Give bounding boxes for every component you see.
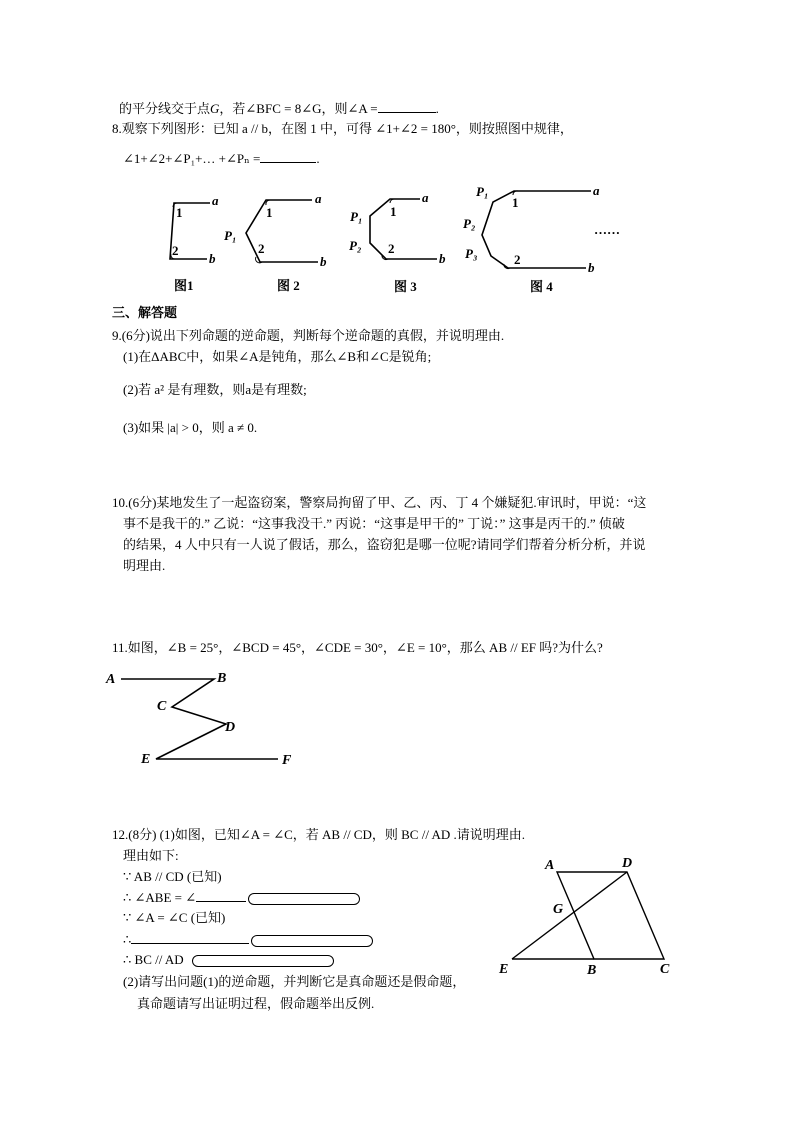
fig4-label-a: a [593,183,600,198]
q8-line1: 8.观察下列图形：已知 a // b，在图 1 中，可得 ∠1+∠2 = 180°，则按照图中规律， [112,121,573,136]
q12-label-b: B [587,963,597,978]
q10-line2: 事不是我干的.” 乙说：“这事我没干.” 丙说：“这事是甲干的” 丁说：” 这事是丙干的.” 侦破 [123,516,625,531]
q11-label-d: D [225,720,236,735]
fig4-label-p2: P₂ [463,216,476,231]
q10-line3: 的结果，4 人中只有一人说了假话，那么，盗窃犯是哪一位呢?请同学们帮着分析分析，并说 [123,537,646,552]
fig1-label-a: a [212,193,219,208]
q12-reason-intro: 理由如下: [123,848,179,863]
q10-line4: 明理由. [123,558,166,573]
q11-label-a: A [106,672,116,687]
q7-condition: ，若∠BFC = 8∠G，则∠A = [219,101,378,116]
q12-label-a: A [545,858,555,873]
q12-step5-text: ∴ BC // AD [123,952,184,967]
fig4-caption: 图 4 [530,279,553,294]
fig3-label-p1: P₁ [350,209,363,224]
q8-end: . [316,151,320,166]
fig4-angle-2: 2 [514,252,521,267]
q12-step2-text: ∴ ∠ABE = ∠ [123,890,197,905]
section-title: 三、解答题 [112,305,178,320]
q12-part2-line2: 真命题请写出证明过程，假命题举出反例. [137,996,375,1011]
q11-label-c: C [157,699,167,714]
fig2-label-b: b [320,254,327,269]
q12-stem: 12.(8分) (1)如图，已知∠A = ∠C，若 AB // CD，则 BC // AD .请说明理由. [112,827,525,842]
q7-end: . [435,101,439,116]
q9-sub1: (1)在ΔABC中，如果∠A是钝角，那么∠B和∠C是锐角; [123,349,432,364]
fig2-label-p1: P₁ [224,228,237,243]
q9-sub3: (3)如果 |a| > 0，则 a ≠ 0. [123,420,258,435]
fig1-angle-2: 2 [172,243,179,258]
q10-line1: 10.(6分)某地发生了一起盗窃案，警察局拘留了甲、乙、丙、丁 4 个嫌疑犯.审讯时，甲说：“这 [112,495,647,510]
q11-label-f: F [282,753,292,768]
fig1-caption: 图1 [174,278,194,293]
fig3-label-p2: P₂ [349,238,362,253]
q11-label-e: E [141,752,151,767]
fig3-label-b: b [439,251,446,266]
fig3-angle-1: 1 [390,204,397,219]
fig4-label-b: b [588,260,595,275]
q11-label-b: B [217,671,227,686]
q12-step1: ∵ AB // CD (已知) [123,869,222,884]
q12-label-g: G [553,902,564,917]
fig2-label-a: a [315,191,322,206]
fig1-label-b: b [209,251,216,266]
fig4-label-p3: P₃ [465,246,478,261]
fig2-angle-1: 1 [266,205,273,220]
q9-stem: 9.(6分)说出下列命题的逆命题，判断每个逆命题的真假，并说明理由. [112,328,505,343]
fig2-angle-2: 2 [258,241,265,256]
q9-sub2: (2)若 a² 是有理数，则a是有理数; [123,382,307,397]
fig4-label-p1: P₁ [476,184,489,199]
fig4-angle-1: 1 [512,195,519,210]
fig3-caption: 图 3 [394,279,417,294]
q12-line-ed [512,872,627,959]
q11-text: 11.如图，∠B = 25°，∠BCD = 45°，∠CDE = 30°，∠E = 10°，那么 AB // EF 吗?为什么? [112,640,603,655]
q12-step4-text: ∴ [123,932,132,947]
q12-label-d: D [622,856,633,871]
fig3-angle-2: 2 [388,241,395,256]
q7-prefix: 的平分线交于点 [119,101,211,116]
q12-label-c: C [660,962,670,977]
fig1-angle-1: 1 [176,205,183,220]
q7-point-g: G [210,101,220,116]
q8-expression: ∠1+∠2+∠P₁+… +∠Pₙ = [123,151,261,166]
q12-part2-line1: (2)请写出问题(1)的逆命题，并判断它是真命题还是假命题， [123,974,466,989]
fig3-label-a: a [422,190,429,205]
fig2-caption: 图 2 [277,278,300,293]
fig4-ellipsis: …… [594,222,620,237]
q12-step3: ∵ ∠A = ∠C (已知) [123,910,226,925]
q12-label-e: E [499,962,509,977]
